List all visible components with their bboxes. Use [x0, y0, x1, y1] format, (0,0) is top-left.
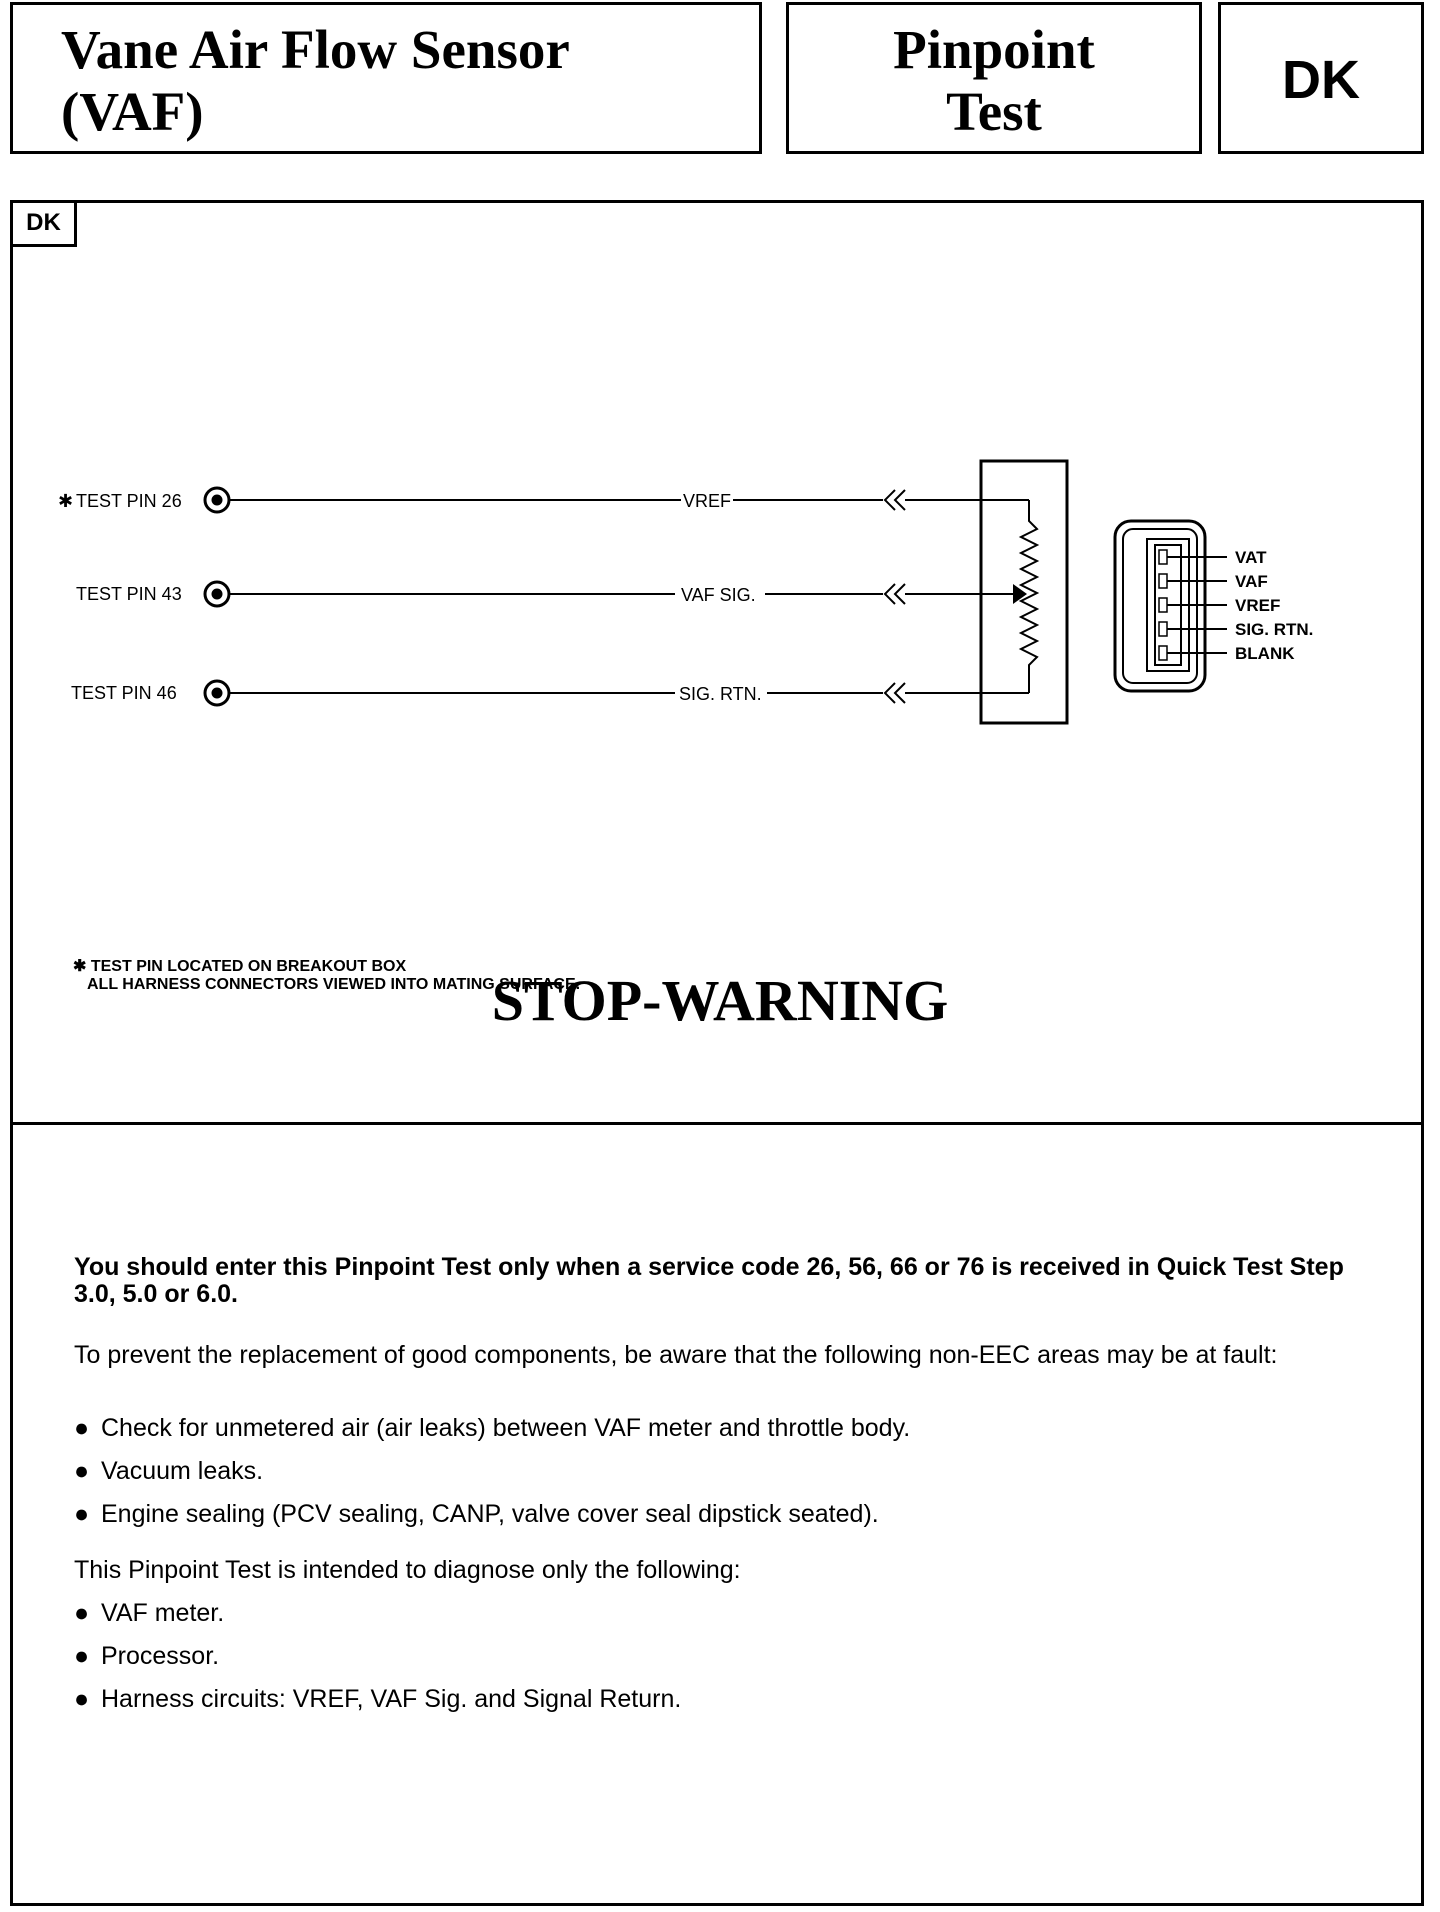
- pin-26-marker: ✱: [58, 491, 74, 511]
- connector-label-vaf: VAF: [1235, 572, 1268, 591]
- connector-label-vat: VAT: [1235, 548, 1267, 567]
- bullet-icon: ●: [74, 1500, 90, 1528]
- note-breakout-box: ✱ TEST PIN LOCATED ON BREAKOUT BOX: [73, 958, 407, 975]
- list-item: ● VAF meter.: [74, 1599, 225, 1627]
- inline-connector-chevrons: [885, 490, 905, 703]
- pin-26-connector: [205, 488, 229, 512]
- wire-vafsig-label: VAF SIG.: [681, 585, 756, 605]
- bullet-icon: ●: [74, 1457, 90, 1485]
- connector-label-vref: VREF: [1235, 596, 1281, 615]
- harness-connector-icon: [1115, 521, 1227, 691]
- page-title: Vane Air Flow Sensor (VAF): [61, 19, 570, 142]
- header-test-box: [786, 2, 1202, 154]
- bullet-icon: ●: [74, 1685, 90, 1713]
- test-type-label: Pinpoint Test: [893, 19, 1095, 142]
- bullet-icon: ●: [74, 1414, 90, 1442]
- wire-vref-label: VREF: [683, 491, 732, 511]
- note-harness-view: ALL HARNESS CONNECTORS VIEWED INTO MATING SURFACE.: [87, 976, 581, 993]
- bullet-icon: ●: [74, 1599, 90, 1627]
- list-item: ● Engine sealing (PCV sealing, CANP, valve cover seal dipstick seated).: [74, 1500, 879, 1528]
- pin-26-label: TEST PIN 26: [76, 491, 182, 511]
- diagram-tag: DK: [13, 203, 77, 247]
- warning-intro: You should enter this Pinpoint Test only when a service code 26, 56, 66 or 76 is received in Quick Test Step 3.0, 5.0 or 6.0.: [74, 1253, 1344, 1308]
- main-panel: [10, 200, 1424, 1906]
- pin-46-connector: [205, 681, 229, 705]
- connector-label-sig-rtn: SIG. RTN.: [1235, 620, 1314, 639]
- pin-46-label: TEST PIN 46: [71, 683, 177, 703]
- header-title-box: [10, 2, 762, 154]
- header-code-box: [1218, 2, 1424, 154]
- stop-warning-title: STOP-WARNING: [491, 968, 949, 1033]
- test-code-label: DK: [1282, 50, 1360, 110]
- wire-sigrtn-label: SIG. RTN.: [679, 684, 762, 704]
- warning-prevent: To prevent the replacement of good components, be aware that the following non-EEC areas may be at fault:: [74, 1341, 1278, 1369]
- list-item: ● Check for unmetered air (air leaks) between VAF meter and throttle body.: [74, 1414, 911, 1442]
- bullet-icon: ●: [74, 1642, 90, 1670]
- warning-diagnose: This Pinpoint Test is intended to diagnose only the following:: [74, 1556, 741, 1584]
- connector-label-blank: BLANK: [1235, 644, 1295, 663]
- section-divider: [13, 1122, 1421, 1125]
- list-item: ● Harness circuits: VREF, VAF Sig. and Signal Return.: [74, 1685, 682, 1713]
- pin-43-label: TEST PIN 43: [76, 584, 182, 604]
- list-item: ● Vacuum leaks.: [74, 1457, 264, 1485]
- pin-43-connector: [205, 582, 229, 606]
- list-item: ● Processor.: [74, 1642, 220, 1670]
